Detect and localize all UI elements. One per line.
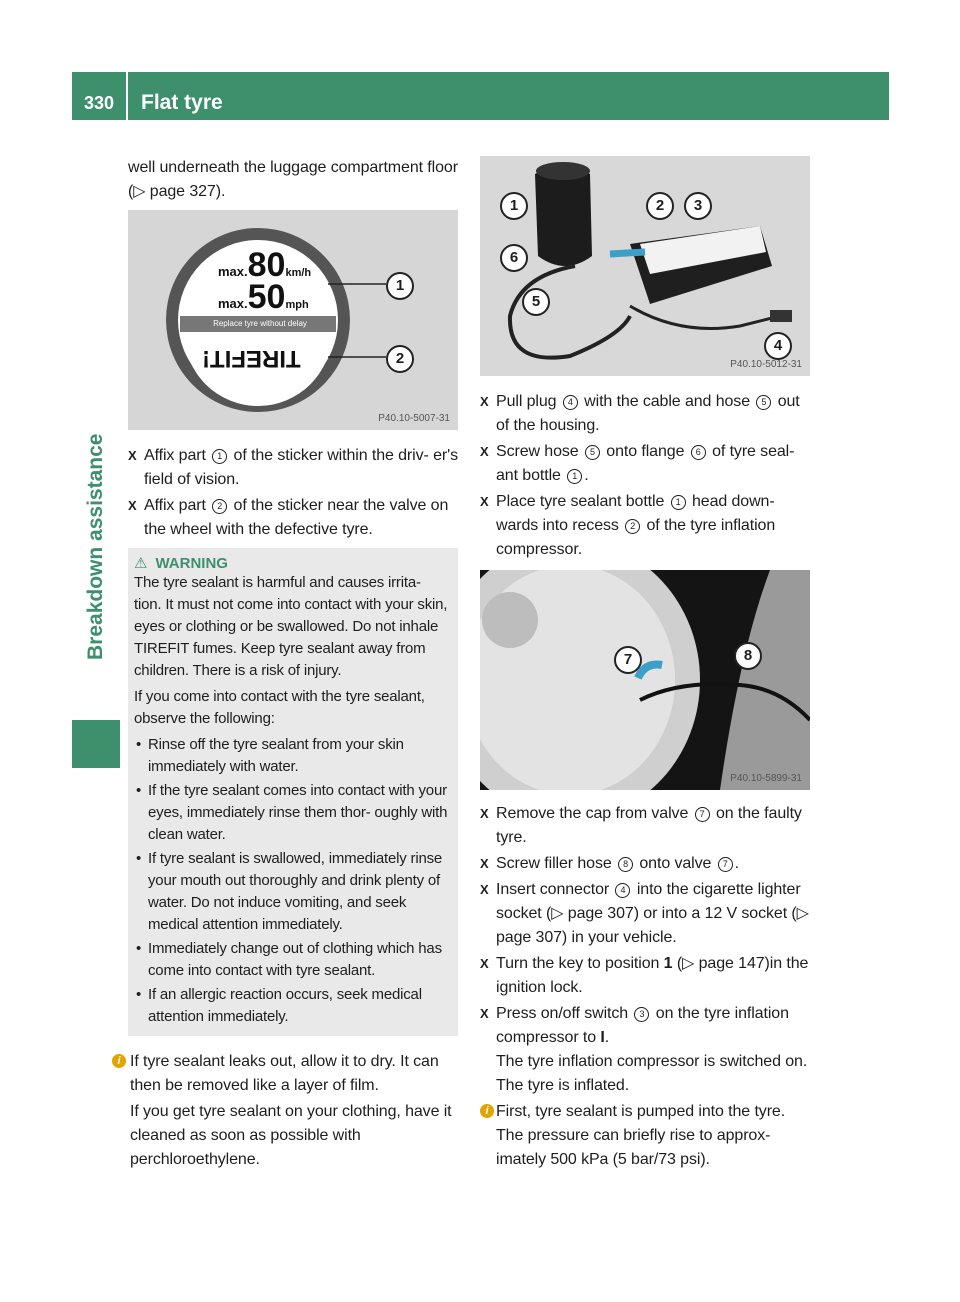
- step-place-bottle: X Place tyre sealant bottle 1 head down- wards into recess 2 of the tyre inflation compressor.: [480, 490, 812, 562]
- warning-bullet: • If an allergic reaction occurs, seek medical attention immediately.: [134, 984, 450, 1028]
- info-icon: i: [480, 1104, 494, 1118]
- callout-2: 2: [646, 192, 674, 220]
- step-pull-plug: X Pull plug 4 with the cable and hose 5 out of the housing.: [480, 390, 812, 438]
- step-press-switch: X Press on/off switch 3 on the tyre inflation compressor to I. The tyre inflation compressor is switched on. The tyre is inflated.: [480, 1002, 812, 1098]
- sticker-image: [128, 210, 458, 430]
- page-number: 330: [84, 93, 115, 113]
- right-steps-1: [480, 390, 812, 562]
- wheel-illustration: [480, 570, 810, 790]
- wheel-image: [480, 570, 810, 790]
- page-title: Flat tyre: [141, 91, 223, 114]
- step-insert-connector: X Insert connector 4 into the cigarette lighter socket (▷ page 307) or into a 12 V socket (▷ page 307) in your vehicle.: [480, 878, 812, 950]
- compressor-illustration: [480, 156, 810, 376]
- compressor-image: [480, 156, 810, 376]
- callout-1: 1: [386, 272, 414, 300]
- warning-bullet: • Rinse off the tyre sealant from your skin immediately with water.: [134, 734, 450, 778]
- info-icon: i: [112, 1054, 126, 1068]
- step-remove-cap: X Remove the cap from valve 7 on the faulty tyre.: [480, 802, 812, 850]
- image-code: P40.10-5007-31: [378, 413, 450, 424]
- warning-box: [128, 548, 458, 1036]
- callout-7: 7: [614, 646, 642, 674]
- step-turn-key: X Turn the key to position 1 (▷ page 147)in the ignition lock.: [480, 952, 812, 1000]
- callout-6: 6: [500, 244, 528, 272]
- step-result: The tyre inflation compressor is switched on. The tyre is inflated.: [496, 1053, 808, 1094]
- sticker-speed-mph: max.50mph: [218, 278, 309, 316]
- info-note-left: i If tyre sealant leaks out, allow it to dry. It can then be removed like a layer of film. If you get tyre sealant on your clothing, have it cleaned as soon as possible with perchloroethylene.: [112, 1050, 462, 1172]
- intro-text: well underneath the luggage compartment floor (▷ page 327).: [128, 159, 458, 200]
- warning-para-1: The tyre sealant is harmful and causes irrita- tion. It must not come into contact with your skin, eyes or clothing or be swallowed. Do not inhale TIREFIT fumes. Keep tyre sealant away from children. There is a risk of injury.: [134, 574, 448, 679]
- side-tab-label: Breakdown assistance: [84, 433, 107, 660]
- warning-heading: ⚠ WARNING: [134, 555, 228, 572]
- left-steps: [128, 444, 460, 542]
- info-note-right: i First, tyre sealant is pumped into the tyre. The pressure can briefly rise to approx- imately 500 kPa (5 bar/73 psi).: [480, 1100, 812, 1172]
- image-code: P40.10-5012-31: [730, 359, 802, 370]
- side-tab-marker: [72, 720, 120, 768]
- callout-4: 4: [764, 332, 792, 360]
- callout-8: 8: [734, 642, 762, 670]
- sticker-brand: TIREFIT!: [202, 345, 301, 372]
- step-affix-part-2: X Affix part 2 of the sticker near the valve on the wheel with the defective tyre.: [128, 494, 460, 542]
- warning-bullet: • If the tyre sealant comes into contact with your eyes, immediately rinse them thor- oughly with clean water.: [134, 780, 450, 846]
- sticker-speed-kmh: max.80km/h: [218, 246, 312, 284]
- warning-triangle-icon: ⚠: [134, 555, 148, 572]
- callout-5: 5: [522, 288, 550, 316]
- warning-para-2: If you come into contact with the tyre sealant, observe the following:: [134, 688, 425, 727]
- callout-2: 2: [386, 345, 414, 373]
- warning-bullet: • If tyre sealant is swallowed, immediately rinse your mouth out thoroughly and drink plenty of water. Do not induce vomiting, and seek medical attention immediately.: [134, 848, 450, 936]
- sticker-replace-text: Replace tyre without delay: [213, 319, 307, 328]
- right-steps-2: [480, 802, 812, 1172]
- step-affix-part-1: X Affix part 1 of the sticker within the driv- er's field of vision.: [128, 444, 460, 492]
- callout-1: 1: [500, 192, 528, 220]
- warning-bullet: • Immediately change out of clothing which has come into contact with tyre sealant.: [134, 938, 450, 982]
- header-divider: [126, 72, 128, 120]
- callout-3: 3: [684, 192, 712, 220]
- step-screw-filler-hose: X Screw filler hose 8 onto valve 7 .: [480, 852, 812, 876]
- image-code: P40.10-5899-31: [730, 773, 802, 784]
- step-screw-hose: X Screw hose 5 onto flange 6 of tyre seal- ant bottle 1 .: [480, 440, 812, 488]
